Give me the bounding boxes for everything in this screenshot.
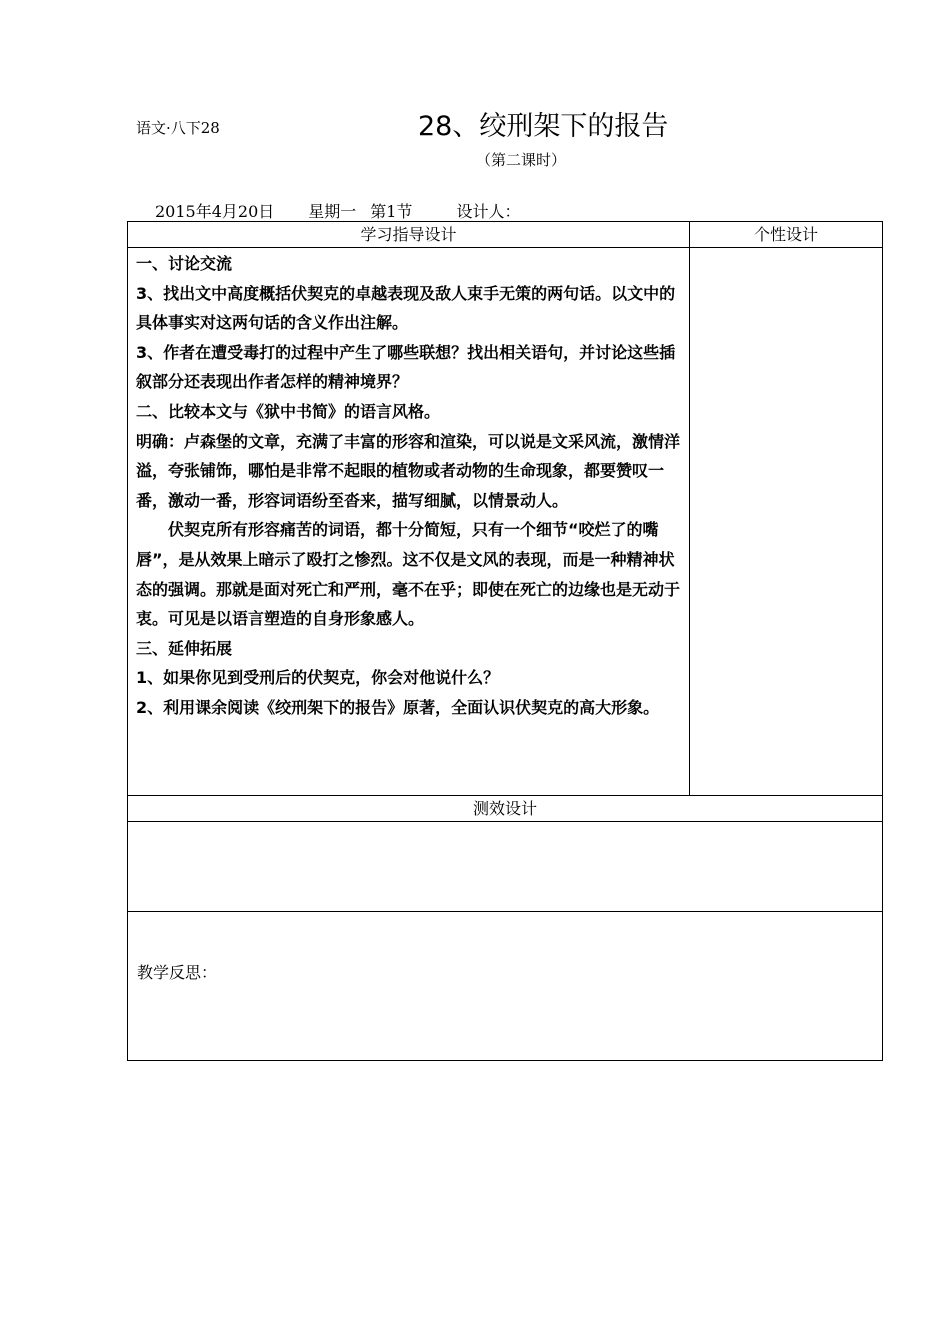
question-item: 2、利用课余阅读《绞刑架下的报告》原著，全面认识伏契克的高大形象。 <box>136 697 660 717</box>
reflection-cell <box>128 912 883 1061</box>
question-item: 1、如果你见到受刑后的伏契克，你会对他说什么？ <box>136 668 500 688</box>
course-label: 语文·八下28 <box>136 119 220 137</box>
answer-paragraph: 明确：卢森堡的文章，充满了丰富的形容和渲染，可以说是文采风流，激情洋溢，夸张铺饰，哪怕是非常不起眼的植物或者动物的生命现象，都要赞叹一番，激动一番，形容词语纷至沓来，描写细腻，以情景动人。 <box>136 431 681 510</box>
section-heading: 一、讨论交流 <box>136 254 233 273</box>
question-item: 3、找出文中高度概括伏契克的卓越表现及敌人束手无策的两句话。以文中的具体事实对这两句话的含义作出注解。 <box>136 283 676 333</box>
answer-paragraph: 伏契克所有形容痛苦的词语，都十分简短，只有一个细节“咬烂了的嘴唇”，是从效果上暗示了殴打之惨烈。这不仅是文风的表现，而是一种精神状态的强调。那就是面对死亡和严刑，毫不在乎；即使在死亡的边缘也是无动于衷。可见是以语言塑造的自身形象感人。 <box>136 520 681 629</box>
effect-header: 测效设计 <box>128 796 883 822</box>
lesson-table <box>127 221 883 1061</box>
page-subtitle: （第二课时） <box>476 151 567 169</box>
effect-body-cell <box>128 822 883 912</box>
weekday: 星期一 <box>308 202 357 221</box>
period: 第1节 <box>370 202 413 221</box>
designer-label: 设计人： <box>456 202 521 221</box>
page-title: 28、绞刑架下的报告 <box>418 111 669 142</box>
guide-column-header: 学习指导设计 <box>128 222 690 248</box>
personal-column-header: 个性设计 <box>690 222 883 248</box>
date: 2015年4月20日 <box>155 202 275 221</box>
personal-design-cell <box>690 248 883 796</box>
section-heading: 三、延伸拓展 <box>136 638 233 658</box>
guide-content-cell <box>128 248 690 796</box>
date-line <box>155 199 520 222</box>
question-item: 3、作者在遭受毒打的过程中产生了哪些联想？找出相关语句，并讨论这些插叙部分还表现出作者怎样的精神境界？ <box>136 342 676 392</box>
reflection-label: 教学反思： <box>137 963 218 982</box>
section-heading: 二、比较本文与《狱中书简》的语言风格。 <box>136 401 441 421</box>
